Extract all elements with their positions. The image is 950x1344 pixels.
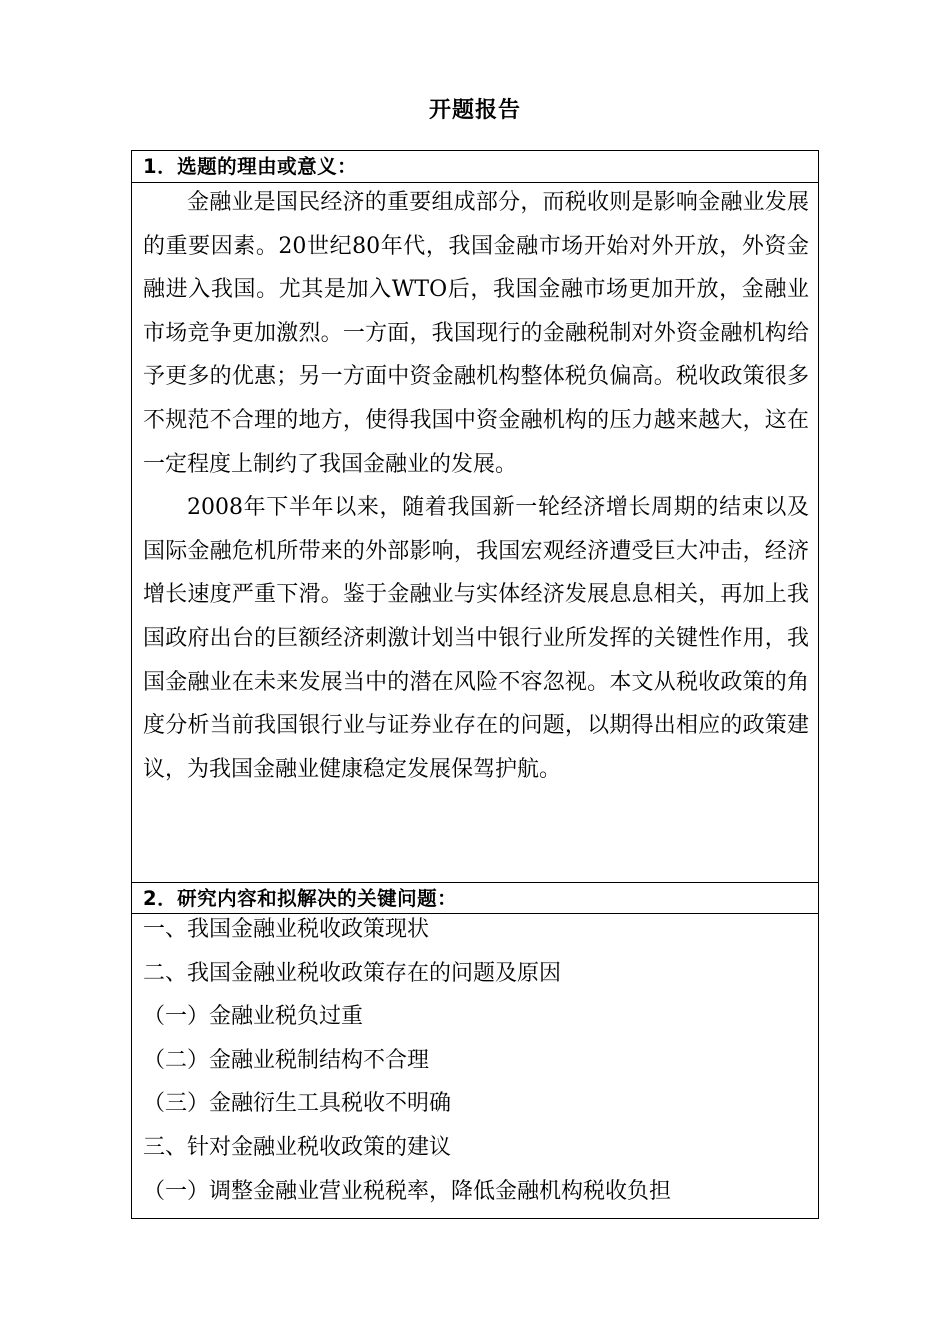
page-title: 开题报告: [428, 98, 521, 123]
section1-body: [143, 181, 809, 791]
section1-paragraph: 2008年下半年以来，随着我国新一轮经济增长周期的结束以及国际金融危机所带来的外部影响，我国宏观经济遭受巨大冲击，经济增长速度严重下滑。鉴于金融业与实体经济发展息息相关，再加上我国政府出台的巨额经济刺激计划当中银行业所发挥的关键性作用，我国金融业在未来发展当中的潜在风险不容忽视。本文从税收政策的角度分析当前我国银行业与证券业存在的问题，以期得出相应的政策建议，为我国金融业健康稳定发展保驾护航。: [143, 495, 809, 782]
report-table: [131, 150, 819, 1219]
outline-item: 三、针对金融业税收政策的建议: [143, 1134, 452, 1160]
outline-item: （一）金融业税负过重: [143, 1004, 364, 1030]
outline-item: 一、我国金融业税收政策现状: [143, 917, 430, 942]
outline-item: （一）调整金融业营业税税率，降低金融机构税收负担: [143, 1178, 672, 1204]
outline-item: 二、我国金融业税收政策存在的问题及原因: [143, 960, 562, 986]
section2-heading: 2．研究内容和拟解决的关键问题：: [132, 882, 818, 914]
section2-body: [143, 908, 809, 1213]
outline-item: （三）金融衍生工具税收不明确: [143, 1091, 452, 1117]
outline-item: （二）金融业税制结构不合理: [143, 1047, 430, 1073]
section1-paragraph: 金融业是国民经济的重要组成部分，而税收则是影响金融业发展的重要因素。20世纪80年代，我国金融市场开始对外开放，外资金融进入我国。尤其是加入WTO后，我国金融市场更加开放，金融业市场竞争更加激烈。一方面，我国现行的金融税制对外资金融机构给予更多的优惠；另一方面中资金融机构整体税负偏高。税收政策很多不规范不合理的地方，使得我国中资金融机构的压力越来越大，这在一定程度上制约了我国金融业的发展。: [143, 190, 809, 477]
section1-heading: 1．选题的理由或意义：: [132, 151, 818, 183]
